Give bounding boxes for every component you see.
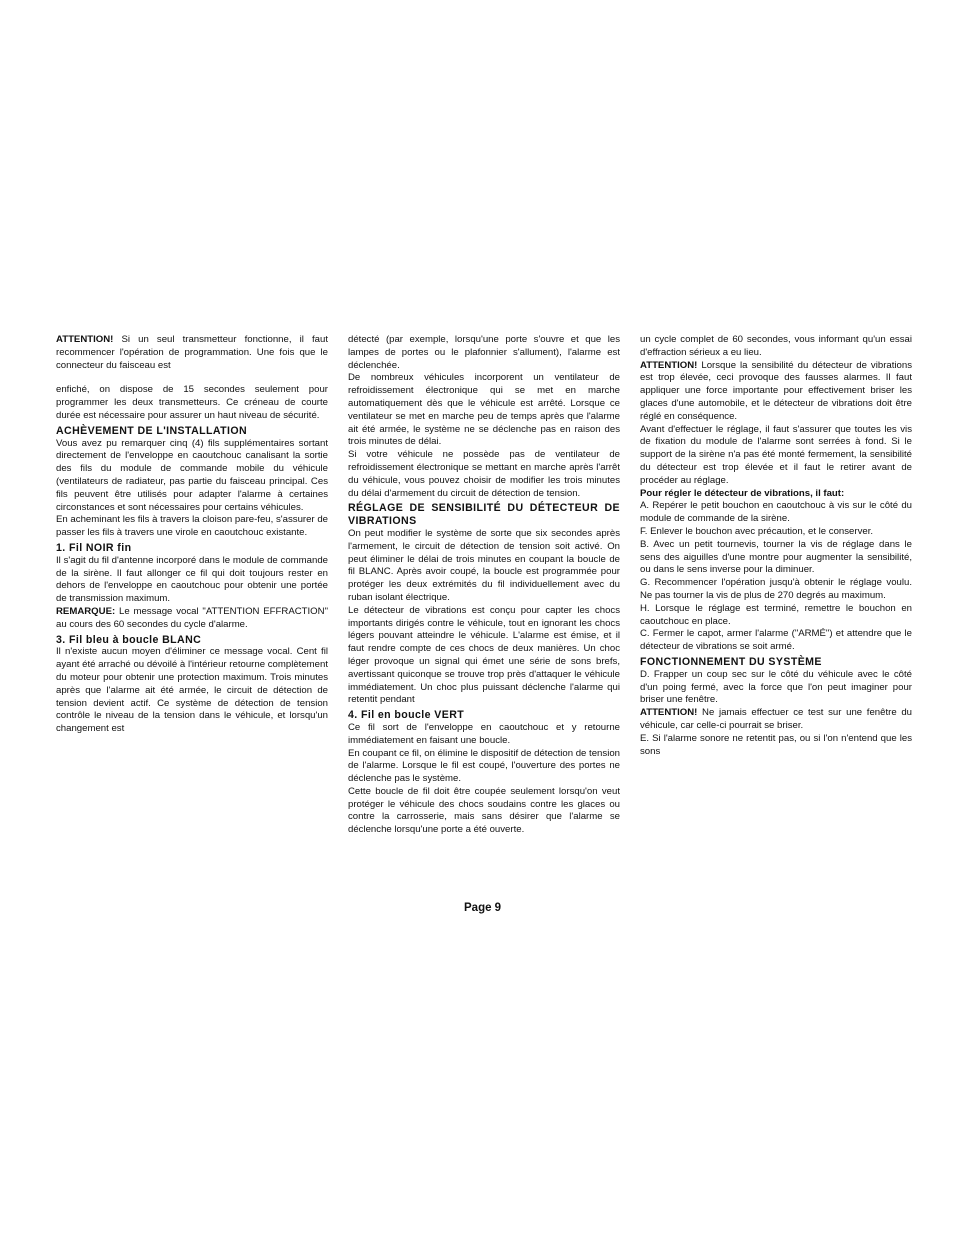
remark-label: REMARQUE: bbox=[56, 605, 116, 617]
paragraph: Le détecteur de vibrations est conçu pour capter les chocs importants dirigés contre le véhicule, tout en ignorant les chocs légers pouvant atteindre le véhicule. L'alarme est émise, et il faut rendre compte de ces chocs de deux manières. Un choc léger provoque un signal qui émet une série de sons brefs, avertissant quiconque se trouve trop près d'attaquer le véhicule immédiatement. Un choc plus puissant déclenche l'alarme qui retentit pendant bbox=[348, 604, 620, 706]
attention-label: ATTENTION! bbox=[56, 334, 114, 345]
section-heading: 1. Fil NOIR fin bbox=[56, 541, 132, 554]
step-g: G. Recommencer l'opération jusqu'à obtenir le réglage voulu. Ne pas tourner la vis de plus de 270 degrés au maximum. bbox=[640, 577, 912, 601]
section-heading: 4. Fil en boucle VERT bbox=[348, 709, 465, 722]
paragraph: Ce fil sort de l'enveloppe en caoutchouc et y retourne immédiatement en faisant une boucle. bbox=[348, 721, 620, 746]
paragraph: Pour régler le détecteur de vibrations, il faut: bbox=[640, 487, 845, 499]
paragraph: Avant d'effectuer le réglage, il faut s'assurer que toutes les vis de fixation du module de l'alarme sont serrées à fond. Si le support de la sirène n'a pas été monté fermement, la sensibilité du détecteur est trop élevée et il faut le retirer avant de procéder au réglage. bbox=[640, 423, 912, 486]
column-left bbox=[56, 334, 328, 736]
attention-label: ATTENTION! bbox=[640, 707, 698, 719]
remark-paragraph: REMARQUE: Le message vocal "ATTENTION EFFRACTION" au cours des 60 secondes du cycle d'alarme. bbox=[56, 605, 328, 630]
step-d: D. Frapper un coup sec sur le côté du véhicule avec le côté d'un poing fermé, avec la force que l'on peut imaginer pour briser une fenêtre. bbox=[640, 668, 912, 706]
paragraph: En acheminant les fils à travers la cloison pare-feu, s'assurer de passer les fils à travers une virole en caoutchouc existante. bbox=[56, 514, 328, 539]
paragraph: En coupant ce fil, on élimine le dispositif de détection de tension de l'alarme. Lorsque le fil est coupé, l'ouverture des portes ne déclenche pas le système. bbox=[348, 747, 620, 785]
column-middle bbox=[348, 334, 620, 837]
step-c: C. Fermer le capot, armer l'alarme ("ARMÉ") et attendre que le détecteur de vibrations se soit armé. bbox=[640, 628, 912, 653]
page-number: Page 9 bbox=[464, 902, 502, 914]
paragraph: Il s'agit du fil d'antenne incorporé dans le module de commande de la sirène. Il faut allonger ce fil qui doit toujours rester en dehors de l'enveloppe en caoutchouc pour obtenir une portée de transmission maximum. bbox=[56, 554, 328, 605]
paragraph: détecté (par exemple, lorsqu'une porte s'ouvre et que les lampes de portes ou le plafonnier s'allument), l'alarme est déclenchée. bbox=[348, 334, 620, 371]
section-heading: RÉGLAGE DE SENSIBILITÉ DU DÉTECTEUR DE VIBRATIONS bbox=[348, 502, 620, 528]
paragraph: enfiché, on dispose de 15 secondes seulement pour programmer les deux transmetteurs. Ce créneau de courte durée est nécessaire pour assurer un haut niveau de sécurité. bbox=[56, 384, 328, 421]
paragraph: Il n'existe aucun moyen d'éliminer ce message vocal. Cent fil ayant été arraché ou dévoilé à l'intérieur retourne complètement du moteur pour obtenir une protection maximum. Trois minutes après que l'alarme ait été armée, le circuit de détection de tension devient actif. Ce système de détection de tension contrôle le niveau de la tension dans le véhicule, et lorsqu'un changement est bbox=[56, 646, 328, 735]
attention-label: ATTENTION! bbox=[640, 359, 698, 371]
paragraph: un cycle complet de 60 secondes, vous informant qu'un essai d'effraction sérieux a eu lieu. bbox=[640, 334, 912, 358]
paragraph: De nombreux véhicules incorporent un ventilateur de refroidissement électronique qui se met en marche automatiquement dès que le véhicule est arrêté. Lorsque ce ventilateur se met en marche peu de temps après que l'alarme ait été armée, le système ne se déclenche pas en raison des trois minutes de délai. bbox=[348, 372, 620, 448]
attention-paragraph: ATTENTION! Lorsque la sensibilité du détecteur de vibrations est trop élevée, ceci provoque des fausses alarmes. Il faut appliquer une force importante pour effectivement briser les glaces d'une automobile, et le détecteur de vibrations doit être réglé en conséquence. bbox=[640, 359, 912, 422]
section-heading: ACHÈVEMENT DE L'INSTALLATION bbox=[56, 424, 248, 437]
paragraph: Cette boucle de fil doit être coupée seulement lorsqu'on veut protéger le véhicule des chocs soudains contre les glaces ou contre la carrosserie, mais sans désirer que l'alarme se déclenche lorsqu'une porte a été ouverte. bbox=[348, 785, 620, 836]
section-heading: FONCTIONNEMENT DU SYSTÈME bbox=[640, 655, 822, 668]
step-f: F. Enlever le bouchon avec précaution, et le conserver. bbox=[640, 525, 874, 537]
paragraph: Vous avez pu remarquer cinq (4) fils supplémentaires sortant directement de l'enveloppe en caoutchouc canalisant la sortie des fils du module de commande mobile du véhicule (ventilateurs de radiateur, pas partie du faisceau principal. Ces fils peuvent être utilisés pour adapter l'alarme à certaines circonstances et sont nécessaires pour certains véhicules. bbox=[56, 437, 328, 513]
attention-paragraph: ATTENTION! Ne jamais effectuer ce test sur une fenêtre du véhicule, car celle-ci pourrait se briser. bbox=[640, 707, 912, 731]
attention-paragraph: ATTENTION! Si un seul transmetteur fonctionne, il faut recommencer l'opération de programmation. Une fois que le connecteur du faisceau est bbox=[56, 334, 328, 371]
column-right bbox=[640, 334, 912, 758]
step-b: B. Avec un petit tournevis, tourner la vis de réglage dans le sens des aiguilles d'une montre pour augmenter la sensibilité, ou dans le sens inverse pour la diminuer. bbox=[640, 538, 912, 576]
step-h: H. Lorsque le réglage est terminé, remettre le bouchon en caoutchouc en place. bbox=[640, 602, 912, 627]
step-e: E. Si l'alarme sonore ne retentit pas, ou si l'on n'entend que les sons bbox=[640, 732, 912, 757]
paragraph: On peut modifier le système de sorte que six secondes après l'armement, le circuit de détection de tension soit activé. On peut éliminer le délai de trois minutes en coupant la boucle de fil BLANC. Après avoir coupé, la boucle est programmée pour protéger les deux extrémités du fil individuellement avec du ruban isolant électrique. bbox=[348, 527, 620, 603]
section-heading: 3. Fil bleu à boucle BLANC bbox=[56, 633, 202, 646]
step-a: A. Repérer le petit bouchon en caoutchouc à vis sur le côté du module de commande de la sirène. bbox=[640, 500, 912, 525]
paragraph: Si votre véhicule ne possède pas de ventilateur de refroidissement électronique se mettant en marche après l'arrêt du véhicule, vous pouvez choisir de modifier les trois minutes du délai d'armement du circuit de détection de tension. bbox=[348, 449, 620, 499]
